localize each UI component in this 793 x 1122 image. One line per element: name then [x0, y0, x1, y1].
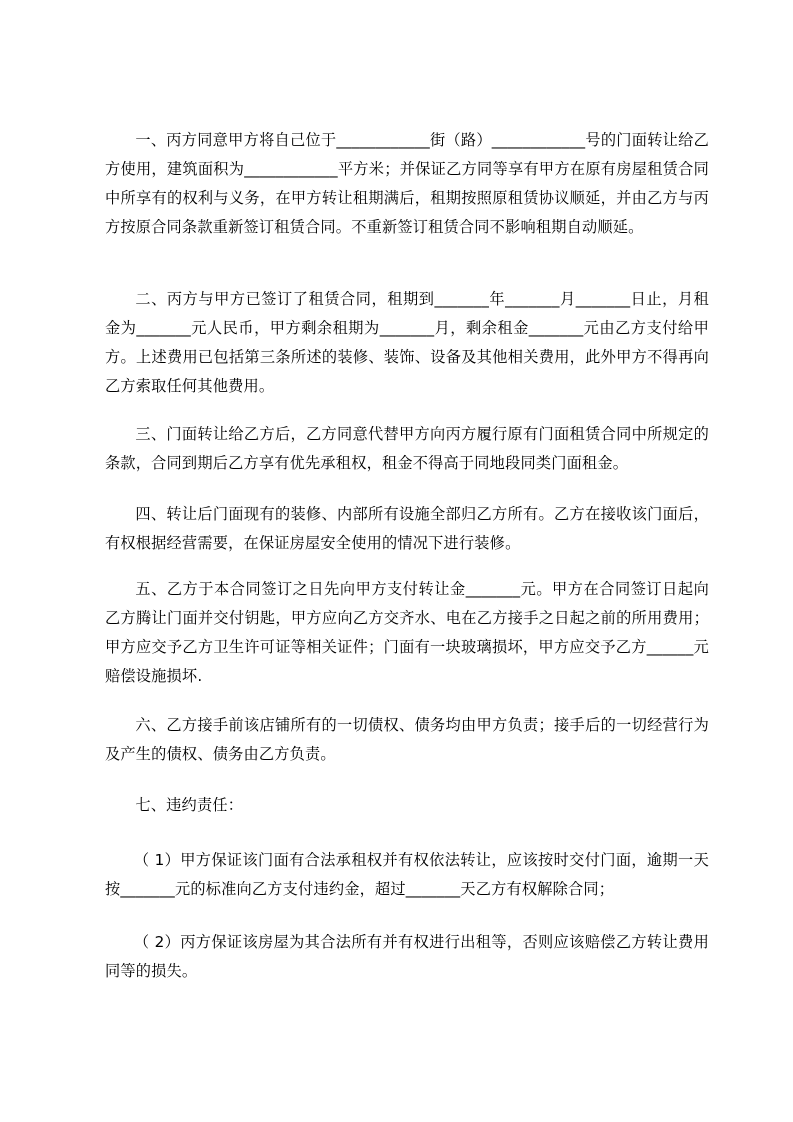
clause-3-paragraph: 三、门面转让给乙方后，乙方同意代替甲方向丙方履行原有门面租赁合同中所规定的条款，合同到期后乙方享有优先承租权，租金不得高于同地段同类门面租金。 — [105, 425, 709, 472]
clause-4-paragraph: 四、转让后门面现有的装修、内部所有设施全部归乙方所有。乙方在接收该门面后，有权根据经营需要，在保证房屋安全使用的情况下进行装修。 — [105, 505, 709, 552]
clause-7-item-2: （ 2）丙方保证该房屋为其合法所有并有权进行出租等，否则应该赔偿乙方转让费用同等的损失。 — [105, 933, 709, 980]
clause-5-paragraph: 五、乙方于本合同签订之日先向甲方支付转让金_______元。甲方在合同签订日起向乙方腾让门面并交付钥匙，甲方应向乙方交齐水、电在乙方接手之日起之前的所用费用；甲方应交予乙方卫生许可证等相关证件；门面有一块玻璃损坏，甲方应交予乙方______元赔偿设施损坏. — [105, 580, 709, 685]
clause-2-paragraph: 二、丙方与甲方已签订了租赁合同，租期到_______年_______月_______日止，月租金为_______元人民币，甲方剩余租期为_______月，剩余租金_______元由乙方支付给甲方。上述费用已包括第三条所述的装修、装饰、设备及其他相关费用，此外甲方不得再向乙方索取任何其他费用。 — [105, 290, 709, 395]
clause-1-paragraph: 一、丙方同意甲方将自己位于____________街（路）____________号的门面转让给乙方使用，建筑面积为____________平方米；并保证乙方同等享有甲方在原有房屋租赁合同中所享有的权利与义务，在甲方转让租期满后，租期按照原租赁协议顺延，并由乙方与丙方按原合同条款重新签订租赁合同。不重新签订租赁合同不影响租期自动顺延。 — [105, 131, 709, 236]
clause-6-paragraph: 六、乙方接手前该店铺所有的一切债权、债务均由甲方负责；接手后的一切经营行为及产生的债权、债务由乙方负责。 — [105, 716, 709, 763]
clause-7-item-1: （ 1）甲方保证该门面有合法承租权并有权依法转让，应该按时交付门面，逾期一天按_______元的标准向乙方支付违约金，超过_______天乙方有权解除合同； — [105, 851, 709, 898]
clause-7-heading: 七、违约责任： — [135, 796, 244, 814]
